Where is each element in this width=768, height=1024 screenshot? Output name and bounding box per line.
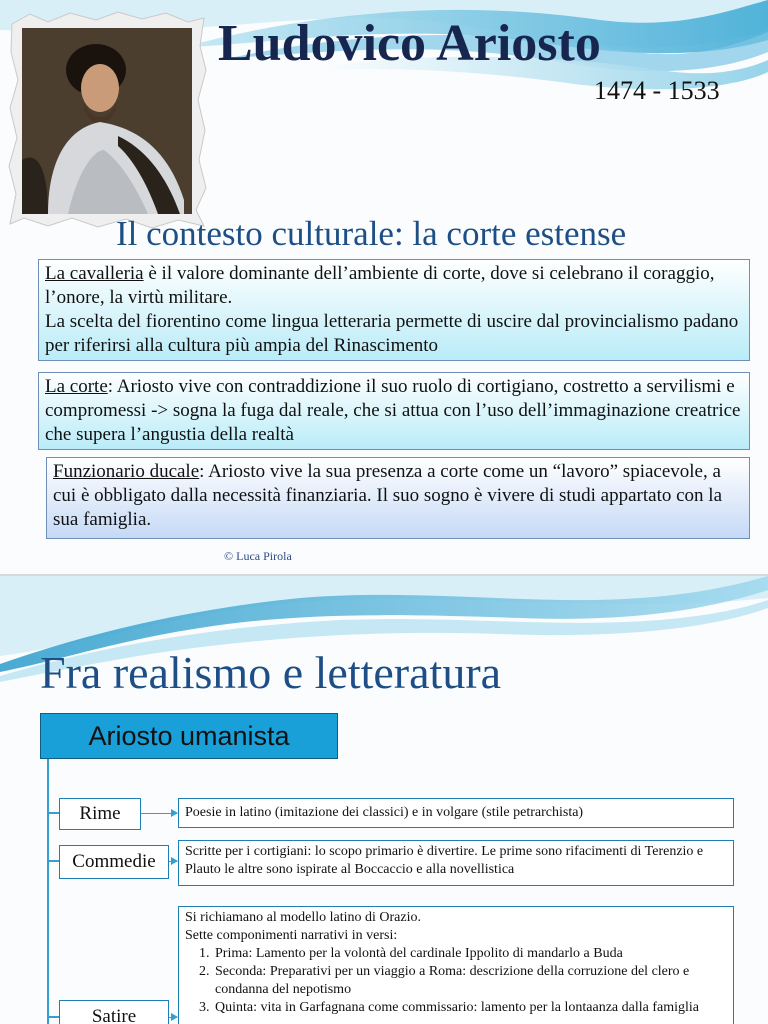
node-commedie: Commedie — [59, 845, 169, 879]
box-text: : Ariosto vive la sua presenza a corte come un “lavoro” spiacevole, a cui è obbligato dalla necessità finanziaria. Il suo sogno è vivere di studi appartato con la sua famiglia. — [53, 461, 722, 530]
portrait-image — [8, 10, 208, 230]
tree-branch — [47, 812, 59, 814]
desc-commedie-text: Scritte per i cortigiani: lo scopo primario è divertire. Le prime sono rifacimenti di Terenzio e Plauto le altre sono ispirate al Boccaccio e alla novellistica — [185, 844, 704, 877]
tree-branch — [47, 1016, 59, 1018]
slide-2 — [0, 576, 768, 1024]
copyright-text: © Luca Pirola — [224, 549, 292, 563]
satire-intro: Si richiamano al modello latino di Orazio. — [185, 910, 421, 925]
desc-commedie — [178, 840, 734, 886]
list-item: 1. Prima: Lamento per la volontà del cardinale Ippolito di mandarlo a Buda — [213, 945, 727, 963]
box-text: : Ariosto vive con contraddizione il suo ruolo di cortigiano, costretto a servilismi e compromessi -> sogna la fuga dal reale, che si attua con l’uso dell’immaginazione creatrice che supera l’angustia della realtà — [45, 376, 741, 445]
desc-satire — [178, 906, 734, 1024]
info-box-corte — [38, 372, 750, 450]
box-text: è il valore dominante dell’ambiente di corte, dove si celebrano il coraggio, l’onore, la virtù militare. — [45, 263, 715, 308]
info-box-funzionario — [46, 457, 750, 539]
tree-connector — [47, 759, 49, 1024]
slide-title: Fra realismo e letteratura — [40, 647, 502, 698]
node-rime: Rime — [59, 798, 141, 830]
desc-rime-text: Poesie in latino (imitazione dei classici) e in volgare (stile petrarchista) — [185, 805, 584, 820]
arrow-satire — [169, 1017, 177, 1018]
desc-rime — [178, 798, 734, 828]
arrow-rime — [141, 813, 177, 814]
node-ariosto-umanista: Ariosto umanista — [40, 713, 338, 759]
box-label: La corte — [45, 376, 108, 397]
list-item: 3. Quinta: vita in Garfagnana come commissario: lamento per la lontaanza dalla famiglia — [213, 999, 727, 1017]
box-text: La scelta del fiorentino come lingua letteraria permette di uscire dal provincialismo padano per riferirsi alla cultura più ampia del Rinascimento — [45, 311, 739, 356]
life-dates: 1474 - 1533 — [594, 76, 720, 105]
tree-branch — [47, 860, 59, 862]
node-satire: Satire — [59, 1000, 169, 1024]
box-label: La cavalleria — [45, 263, 144, 284]
box-label: Funzionario ducale — [53, 461, 200, 482]
satire-list — [185, 945, 727, 1017]
info-box-cavalleria — [38, 259, 750, 361]
list-item: 2. Seconda: Preparativi per un viaggio a Roma: descrizione della corruzione del clero e condanna del nepotismo — [213, 963, 727, 999]
slide-subtitle: Il contesto culturale: la corte estense — [116, 214, 627, 253]
arrow-commedie — [169, 861, 177, 862]
satire-intro: Sette componimenti narrativi in versi: — [185, 928, 398, 943]
page-title: Ludovico Ariosto — [218, 15, 601, 72]
